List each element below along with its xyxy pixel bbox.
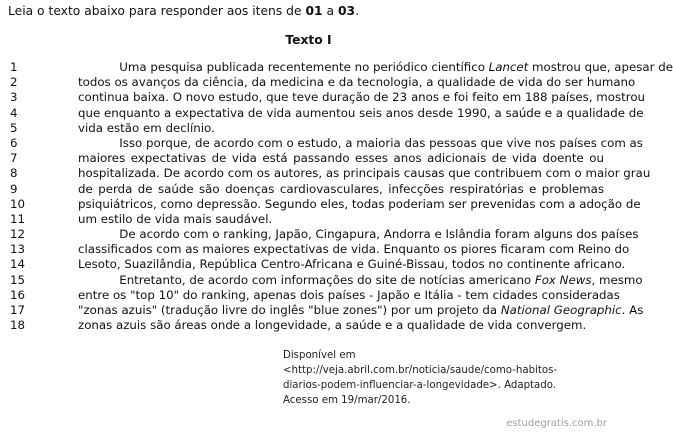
- text-line: [0, 242, 630, 257]
- line-number: 17: [10, 303, 26, 317]
- line-number: 8: [10, 166, 18, 181]
- line-text-segment: psiquiátricos, como depressão. Segundo eles, todas poderiam ser prevenidas com a adoção de: [78, 196, 641, 211]
- text-line: [0, 90, 646, 105]
- line-text: [78, 242, 630, 257]
- line-text: [78, 196, 641, 212]
- line-text: [78, 212, 604, 227]
- item-to: 03: [337, 4, 356, 18]
- line-number: 12: [10, 227, 26, 242]
- source-line: diarios-podem-influenciar-a-longevidade>. Adaptado.: [283, 380, 557, 391]
- line-text: [78, 257, 626, 272]
- instruction-text: Leia o texto abaixo para responder aos itens de: [8, 4, 306, 18]
- text-line: [0, 318, 617, 333]
- line-text-segment: de perda de saúde são doenças cardiovasculares, infecções respiratórias e problemas: [78, 181, 604, 196]
- line-text: [78, 166, 651, 181]
- line-number: 15: [10, 272, 26, 287]
- line-text-segment: vida estão em declínio.: [78, 120, 215, 135]
- source-line: Disponível em: [283, 350, 356, 361]
- line-text: [78, 227, 639, 242]
- line-text: [78, 90, 646, 105]
- text-line: [0, 105, 644, 121]
- text-title: Texto I: [285, 33, 332, 47]
- line-number: 18: [10, 318, 26, 333]
- line-text: [78, 121, 604, 136]
- line-text: [78, 135, 643, 151]
- line-text-italic: Lancet: [488, 60, 529, 74]
- text-line: [0, 303, 644, 318]
- text-line: [0, 212, 617, 227]
- line-text-segment: "zonas azuis" (tradução livre do inglês "blue zones") por um projeto da: [78, 303, 501, 317]
- text-line: [0, 272, 643, 288]
- line-number: 7: [10, 151, 18, 166]
- line-text-segment: , mesmo: [591, 272, 643, 287]
- line-text-segment: Isso porque, de acordo com o estudo, a maioria das pessoas que vive nos países com as: [78, 135, 643, 150]
- line-text-segment: zonas azuis são áreas onde a longevidade, a saúde e a qualidade de vida convergem.: [78, 318, 587, 333]
- line-text-segment: que enquanto a expectativa de vida aumentou seis anos desde 1990, a saúde e a qualidade de: [78, 105, 644, 120]
- line-text: [78, 287, 620, 303]
- line-text-segment: classificados com as maiores expectativas de vida. Enquanto os piores ficaram com Reino do: [78, 242, 630, 257]
- text-line: [0, 75, 636, 90]
- line-text-segment: continua baixa. O novo estudo, que teve duração de 23 anos e foi feito em 188 países, mostrou: [78, 90, 646, 105]
- line-text: [78, 318, 604, 333]
- item-from: 01: [305, 4, 323, 18]
- text-line: [0, 287, 620, 303]
- line-text: [78, 60, 673, 75]
- line-text: [78, 272, 643, 288]
- instruction-middle: a: [322, 4, 338, 18]
- source-citation: [283, 348, 557, 408]
- line-number: 14: [10, 257, 26, 272]
- line-text-segment: maiores expectativas de vida está passando esses anos adicionais de vida doente ou: [78, 151, 604, 166]
- line-text-segment: todos os avanços da ciência, da medicina e da tecnologia, a qualidade de vida do ser humano: [78, 75, 636, 90]
- line-number: 5: [10, 120, 18, 135]
- line-text-segment: entre os "top 10" do ranking, apenas dois países - Japão e Itália - tem cidades consideradas: [78, 287, 620, 302]
- line-text-segment: Entretanto, de acordo com informações do site de notícias americano: [78, 272, 535, 287]
- text-line: [0, 151, 617, 166]
- line-text: [78, 182, 604, 197]
- line-text-segment: mostrou que, apesar de: [528, 60, 673, 74]
- text-line: [0, 227, 639, 242]
- instruction-end: .: [355, 4, 359, 18]
- line-text-segment: De acordo com o ranking, Japão, Cingapura, Andorra e Islândia foram alguns dos países: [78, 227, 639, 242]
- line-text-segment: Uma pesquisa publicada recentemente no periódico científico: [78, 60, 489, 74]
- line-text: [78, 105, 644, 121]
- line-number: 16: [10, 287, 26, 302]
- line-number: 10: [10, 196, 26, 211]
- line-text-italic: National Geographic: [500, 303, 622, 317]
- line-text-segment: hospitalizada. De acordo com os autores, as principais causas que contribuem com o maior grau: [78, 166, 651, 181]
- line-text: [78, 75, 636, 90]
- text-body: [0, 60, 673, 333]
- text-line: [0, 60, 673, 75]
- line-text-segment: . As: [621, 303, 644, 317]
- text-line: [0, 135, 643, 151]
- text-line: [0, 257, 626, 272]
- line-number: 11: [10, 211, 26, 226]
- line-text: [78, 303, 644, 318]
- text-line: [0, 196, 641, 212]
- text-line: [0, 182, 617, 197]
- line-number: 1: [10, 60, 18, 74]
- line-text-italic: Fox News: [534, 272, 592, 287]
- text-line: [0, 166, 651, 181]
- line-number: 13: [10, 242, 26, 257]
- line-number: 3: [10, 90, 18, 105]
- site-watermark: estudegratis.com.br: [506, 418, 607, 429]
- line-number: 6: [10, 135, 18, 150]
- text-line: [0, 121, 617, 136]
- line-number: 2: [10, 75, 18, 90]
- line-text-segment: um estilo de vida mais saudável.: [78, 211, 273, 226]
- line-number: 9: [10, 181, 18, 196]
- line-number: 4: [10, 105, 18, 120]
- instruction-line: [8, 4, 359, 18]
- line-text: [78, 151, 604, 166]
- line-text-segment: Lesoto, Suazilândia, República Centro-Africana e Guiné-Bissau, todos no continente africano.: [78, 257, 626, 272]
- source-line: Acesso em 19/mar/2016.: [283, 395, 411, 406]
- source-line: <http://veja.abril.com.br/noticia/saude/como-habitos-: [283, 365, 558, 376]
